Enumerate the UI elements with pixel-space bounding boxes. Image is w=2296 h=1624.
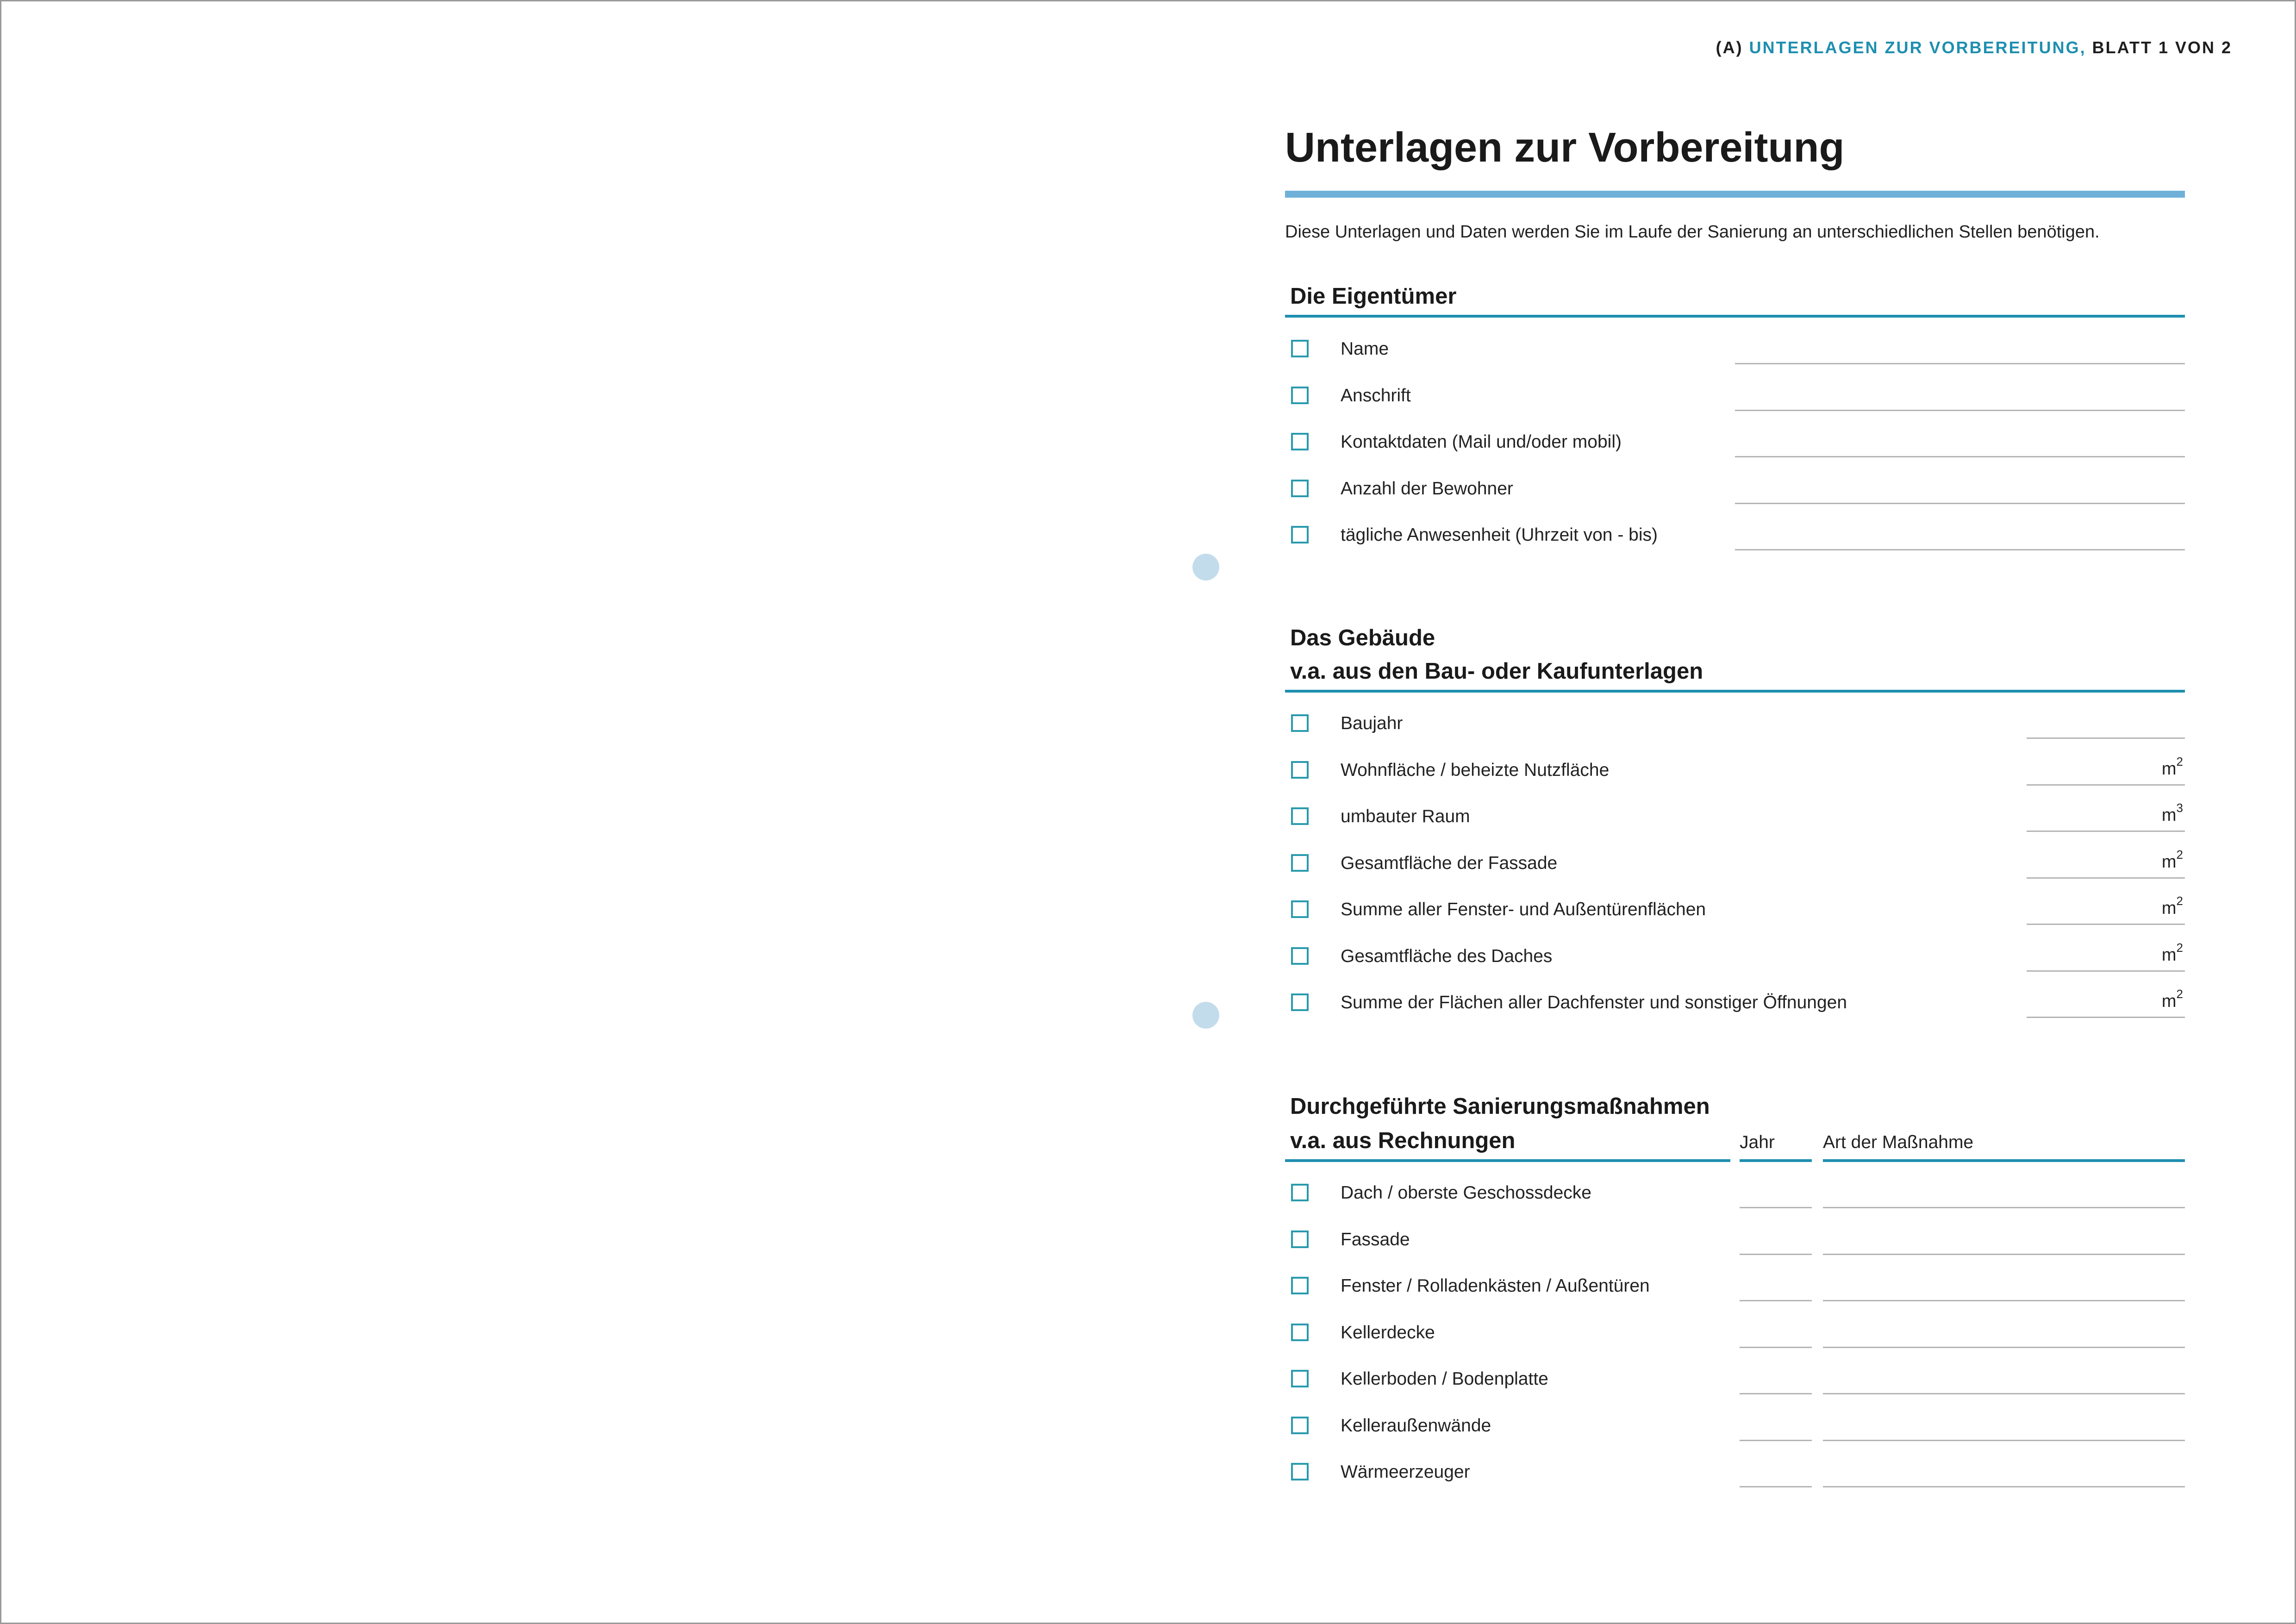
- page-header: [1716, 38, 2232, 57]
- measure-input-line[interactable]: [1823, 1393, 2185, 1394]
- checkbox[interactable]: [1291, 714, 1309, 732]
- checkbox[interactable]: [1291, 1324, 1309, 1341]
- checkbox[interactable]: [1291, 1184, 1309, 1201]
- item-label: Wohnfläche / beheizte Nutzfläche: [1341, 760, 1610, 780]
- title-rule: [1285, 191, 2185, 198]
- item-label: Baujahr: [1341, 713, 1403, 733]
- item-label: Gesamtfläche der Fassade: [1341, 853, 1558, 873]
- item-label: Summe aller Fenster- und Außentürenflächen: [1341, 899, 1706, 919]
- column-heading-year: Jahr: [1740, 1132, 1775, 1152]
- input-line[interactable]: [1735, 456, 2185, 457]
- item-label: Fassade: [1341, 1229, 1410, 1249]
- checkbox[interactable]: [1291, 1230, 1309, 1248]
- input-line[interactable]: [2027, 831, 2185, 832]
- header-prefix: (A): [1716, 38, 1743, 57]
- intro-text: Diese Unterlagen und Daten werden Sie im Laufe der Sanierung an unterschiedlichen Stellen benötigen.: [1285, 222, 2100, 242]
- unit-label: $m^2$: [2161, 940, 2183, 965]
- item-label: Fenster / Rolladenkästen / Außentüren: [1341, 1276, 1650, 1296]
- section-rule-building: [1285, 690, 2185, 693]
- item-label: Summe der Flächen aller Dachfenster und sonstiger Öffnungen: [1341, 993, 1847, 1012]
- item-label: umbauter Raum: [1341, 806, 1470, 826]
- input-line[interactable]: [2027, 1017, 2185, 1018]
- section-rule-measures-label: [1285, 1159, 1730, 1162]
- section-heading-measures-2: v.a. aus Rechnungen: [1290, 1128, 1516, 1153]
- input-line[interactable]: [2027, 924, 2185, 925]
- input-line[interactable]: [2027, 737, 2185, 739]
- checkbox[interactable]: [1291, 761, 1309, 779]
- checkbox[interactable]: [1291, 340, 1309, 357]
- checkbox[interactable]: [1291, 807, 1309, 825]
- checkbox[interactable]: [1291, 1370, 1309, 1387]
- measure-input-line[interactable]: [1823, 1207, 2185, 1208]
- input-line[interactable]: [1735, 363, 2185, 364]
- measure-input-line[interactable]: [1823, 1347, 2185, 1348]
- section-heading-building-1: Das Gebäude: [1290, 625, 1435, 650]
- header-highlight: UNTERLAGEN ZUR VORBEREITUNG,: [1749, 38, 2086, 57]
- item-label: tägliche Anwesenheit (Uhrzeit von - bis): [1341, 525, 1658, 545]
- checkbox[interactable]: [1291, 433, 1309, 450]
- unit-label: $m^2$: [2161, 987, 2183, 1011]
- measure-input-line[interactable]: [1823, 1440, 2185, 1441]
- item-label: Name: [1341, 339, 1389, 359]
- checkbox[interactable]: [1291, 1463, 1309, 1480]
- header-suffix: BLATT 1 VON 2: [2092, 38, 2232, 57]
- section-rule-measures-year: [1740, 1159, 1812, 1162]
- input-line[interactable]: [2027, 784, 2185, 786]
- section-rule-measures-type: [1823, 1159, 2185, 1162]
- year-input-line[interactable]: [1740, 1393, 1812, 1394]
- year-input-line[interactable]: [1740, 1440, 1812, 1441]
- item-label: Kellerdecke: [1341, 1322, 1435, 1343]
- year-input-line[interactable]: [1740, 1486, 1812, 1487]
- input-line[interactable]: [1735, 503, 2185, 504]
- item-label: Kontaktdaten (Mail und/oder mobil): [1341, 432, 1622, 452]
- item-label: Anzahl der Bewohner: [1341, 478, 1513, 499]
- checkbox[interactable]: [1291, 526, 1309, 543]
- input-line[interactable]: [1735, 410, 2185, 411]
- unit-label: $m^2$: [2161, 754, 2183, 779]
- item-label: Anschrift: [1341, 385, 1411, 406]
- measure-input-line[interactable]: [1823, 1254, 2185, 1255]
- page-title: Unterlagen zur Vorbereitung: [1285, 125, 1845, 171]
- year-input-line[interactable]: [1740, 1207, 1812, 1208]
- unit-label: $m^3$: [2161, 801, 2183, 825]
- item-label: Wärmeerzeuger: [1341, 1462, 1470, 1482]
- punch-hole-upper: [1192, 554, 1219, 581]
- item-label: Gesamtfläche des Daches: [1341, 946, 1553, 966]
- input-line[interactable]: [2027, 970, 2185, 972]
- checkbox[interactable]: [1291, 1277, 1309, 1294]
- section-rule-owners: [1285, 315, 2185, 318]
- input-line[interactable]: [2027, 877, 2185, 879]
- unit-label: $m^2$: [2161, 894, 2183, 918]
- checkbox[interactable]: [1291, 900, 1309, 918]
- measure-input-line[interactable]: [1823, 1300, 2185, 1301]
- unit-label: $m^2$: [2161, 847, 2183, 872]
- year-input-line[interactable]: [1740, 1300, 1812, 1301]
- checkbox[interactable]: [1291, 854, 1309, 872]
- item-label: Kellerboden / Bodenplatte: [1341, 1369, 1548, 1389]
- section-heading-owners: Die Eigentümer: [1290, 284, 1457, 309]
- item-label: Kelleraußenwände: [1341, 1415, 1491, 1436]
- measure-input-line[interactable]: [1823, 1486, 2185, 1487]
- punch-hole-lower: [1192, 1002, 1219, 1029]
- section-heading-measures-1: Durchgeführte Sanierungsmaßnahmen: [1290, 1094, 1710, 1119]
- column-heading-measure-type: Art der Maßnahme: [1823, 1132, 1974, 1152]
- checkbox[interactable]: [1291, 1417, 1309, 1434]
- checkbox[interactable]: [1291, 387, 1309, 404]
- checkbox[interactable]: [1291, 993, 1309, 1011]
- checkbox[interactable]: [1291, 480, 1309, 497]
- year-input-line[interactable]: [1740, 1254, 1812, 1255]
- section-heading-building-2: v.a. aus den Bau- oder Kaufunterlagen: [1290, 659, 1703, 684]
- year-input-line[interactable]: [1740, 1347, 1812, 1348]
- input-line[interactable]: [1735, 549, 2185, 550]
- checkbox[interactable]: [1291, 947, 1309, 965]
- item-label: Dach / oberste Geschossdecke: [1341, 1183, 1591, 1203]
